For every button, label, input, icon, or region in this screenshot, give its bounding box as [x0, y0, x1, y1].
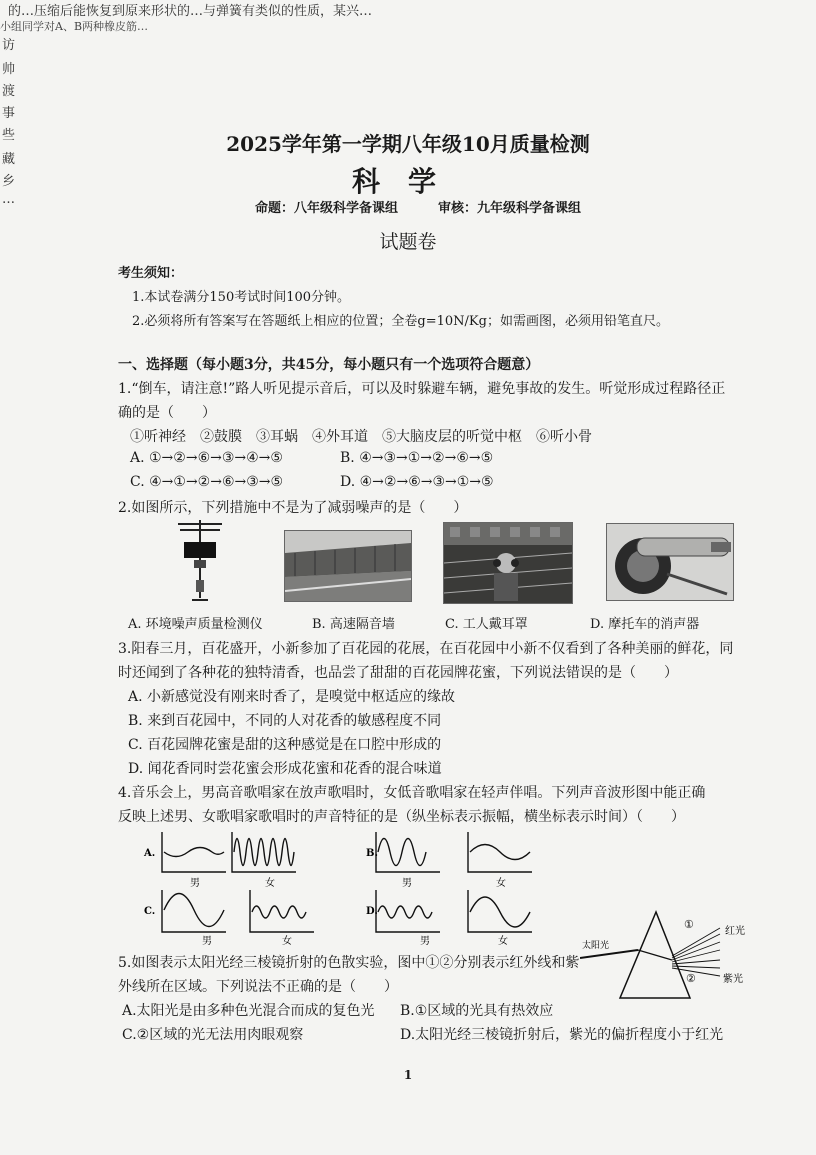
notice-item: 2.必须将所有答案写在答题纸上相应的位置；全卷g=10N/Kg；如需画图，必须用铅笔直尺。	[132, 314, 669, 329]
wave-label-c: C.	[144, 906, 156, 917]
region1-label: ①	[684, 918, 694, 931]
female-label: 女	[496, 878, 506, 889]
q3-option-a: A. 小新感觉没有刚来时香了，是嗅觉中枢适应的缘故	[128, 689, 456, 705]
q1-option-d: D. ④→②→⑥→③→①→⑤	[340, 474, 494, 490]
edge-char: 乡	[2, 174, 16, 189]
paper-title: 试题卷	[379, 231, 437, 253]
q2-option-c: C. 工人戴耳罩	[445, 617, 528, 632]
composer: 命题：八年级科学备课组	[255, 201, 399, 216]
edge-char: 访	[2, 38, 16, 53]
notice-item: 1.本试卷满分150考试时间100分钟。	[132, 290, 351, 305]
authors-line	[255, 197, 621, 216]
top-clipped-text: 的…压缩后能恢复到原来形状的…与弹簧有类似的性质，某兴…	[8, 4, 373, 19]
q1-stem: 1.“倒车，请注意!”路人听见提示音后，可以及时躲避车辆，避免事故的发生。听觉形成过程路径正	[118, 381, 726, 397]
wave-label-a: A.	[144, 848, 156, 859]
page-number: 1	[403, 1068, 413, 1082]
sunlight-label: 太阳光	[582, 941, 610, 951]
edge-char: 帅	[2, 62, 16, 77]
q1-items: ①听神经 ②鼓膜 ③耳蜗 ④外耳道 ⑤大脑皮层的听觉中枢 ⑥听小骨	[130, 429, 592, 445]
female-label: 女	[282, 936, 292, 947]
q1-stem-2: 确的是（ ）	[118, 405, 216, 421]
male-label: 男	[420, 936, 430, 947]
top-clipped-text-2: 小组同学对A、B两种橡皮筋…	[0, 20, 149, 33]
q3-stem: 3.阳春三月，百花盛开，小新参加了百花园的花展，在百花园中小新不仅看到了各种美丽的鲜花，同	[118, 641, 734, 657]
wave-label-d: D.	[366, 906, 378, 917]
edge-char: …	[2, 192, 15, 207]
q3-option-c: C. 百花园牌花蜜是甜的这种感觉是在口腔中形成的	[128, 737, 442, 753]
q1-option-b: B. ④→③→①→②→⑥→⑤	[340, 450, 494, 466]
edge-char: 渡	[2, 84, 16, 99]
q4-stem-2: 反映上述男、女歌唱家歌唱时的声音特征的是（纵坐标表示振幅，横坐标表示时间）（ ）	[118, 809, 685, 825]
worker-earmuffs-image	[443, 522, 573, 604]
exam-title: 2025学年第一学期八年级10月质量检测	[226, 132, 590, 156]
waveform-figure	[140, 828, 560, 948]
reviewer: 审核：九年级科学备课组	[438, 201, 582, 216]
motorcycle-muffler-image	[606, 523, 734, 601]
female-label: 女	[265, 878, 275, 889]
q2-option-d: D. 摩托车的消声器	[590, 617, 700, 632]
q5-option-b: B.①区域的光具有热效应	[400, 1003, 554, 1019]
q5-option-d: D.太阳光经三棱镜折射后，紫光的偏折程度小于红光	[400, 1027, 724, 1043]
edge-char: 藏	[2, 152, 16, 167]
q5-option-a: A.太阳光是由多种色光混合而成的复色光	[122, 1003, 375, 1019]
female-label: 女	[498, 936, 508, 947]
q2-option-b: B. 高速隔音墙	[312, 617, 395, 632]
q3-option-d: D. 闻花香同时尝花蜜会形成花蜜和花香的混合味道	[128, 761, 442, 777]
male-label: 男	[202, 936, 212, 947]
notice-heading: 考生须知：	[118, 266, 184, 281]
noise-monitor-image	[170, 518, 230, 606]
edge-char: 些	[2, 128, 16, 143]
q2-stem: 2.如图所示，下列措施中不是为了减弱噪声的是（ ）	[118, 500, 468, 516]
q1-option-a: A. ①→②→⑥→③→④→⑤	[130, 450, 283, 466]
violet-light-label: 紫光	[723, 974, 743, 985]
q3-stem-2: 时还闻到了各种花的独特清香，也品尝了甜甜的百花园牌花蜜，下列说法错误的是（ ）	[118, 665, 678, 681]
q5-option-c: C.②区域的光无法用肉眼观察	[122, 1027, 304, 1043]
q4-stem: 4.音乐会上，男高音歌唱家在放声歌唱时，女低音歌唱家在轻声伴唱。下列声音波形图中能正确	[118, 785, 706, 801]
q2-option-a: A. 环境噪声质量检测仪	[128, 617, 263, 632]
male-label: 男	[190, 878, 200, 889]
q1-option-c: C. ④→①→②→⑥→③→⑤	[130, 474, 284, 490]
prism-figure	[580, 908, 760, 1004]
section-heading: 一、选择题（每小题3分，共45分，每小题只有一个选项符合题意）	[118, 357, 540, 373]
wave-label-b: B.	[366, 848, 378, 859]
q5-stem: 5.如图表示太阳光经三棱镜折射的色散实验，图中①②分别表示红外线和紫	[118, 955, 580, 971]
q5-stem-2: 外线所在区域。下列说法不正确的是（ ）	[118, 979, 398, 995]
edge-char: 事	[2, 106, 16, 121]
red-light-label: 红光	[725, 926, 745, 937]
sound-barrier-image	[284, 530, 412, 602]
male-label: 男	[402, 878, 412, 889]
q3-option-b: B. 来到百花园中，不同的人对花香的敏感程度不同	[128, 713, 442, 729]
region2-label: ②	[686, 972, 696, 985]
subject-title: 科学	[351, 165, 464, 198]
